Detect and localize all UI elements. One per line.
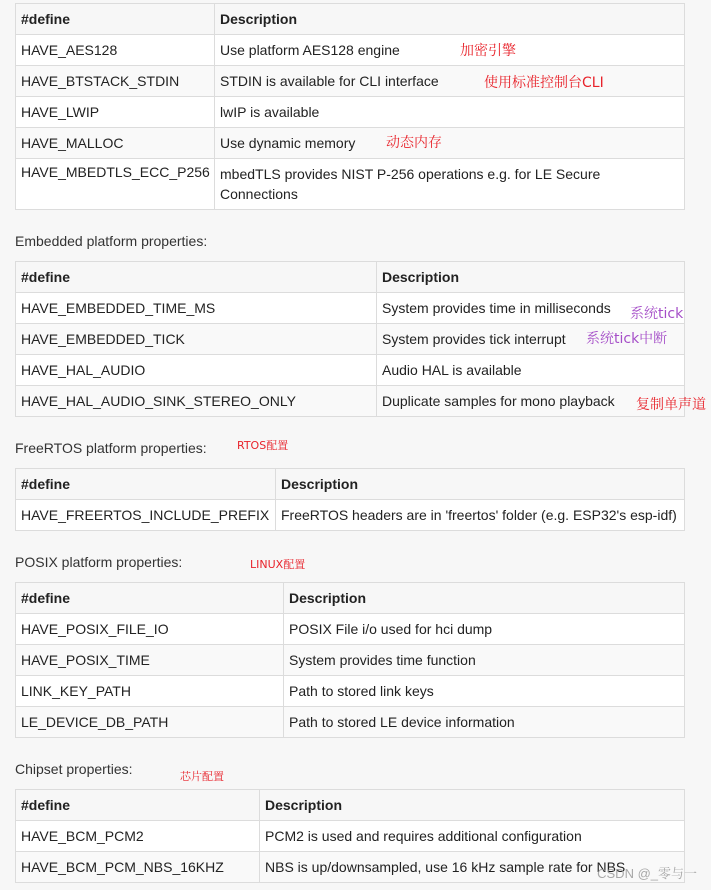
define-cell: HAVE_MALLOC	[16, 128, 215, 159]
description-cell: System provides tick interrupt	[377, 324, 685, 355]
description-cell: System provides time function	[284, 645, 685, 676]
define-cell: HAVE_HAL_AUDIO	[16, 355, 377, 386]
description-cell: FreeRTOS headers are in 'freertos' folder (e.g. ESP32's esp-idf)	[276, 500, 685, 531]
description-header: Description	[215, 4, 685, 35]
description-cell: Use dynamic memory	[215, 128, 685, 159]
annotation-rtos: RTOS配置	[237, 439, 289, 452]
table-row	[16, 35, 685, 66]
description-cell: POSIX File i/o used for hci dump	[284, 614, 685, 645]
annotation-chip: 芯片配置	[180, 770, 224, 783]
table-row	[16, 676, 685, 707]
define-cell: HAVE_LWIP	[16, 97, 215, 128]
annotation-stdin: 使用标准控制台CLI	[484, 75, 604, 91]
table-row	[16, 500, 685, 531]
define-header: #define	[16, 583, 284, 614]
description-cell: NBS is up/downsampled, use 16 kHz sample rate for NBS	[260, 852, 685, 883]
table-row	[16, 293, 685, 324]
freertos-properties-table	[15, 468, 685, 531]
description-header: Description	[260, 790, 685, 821]
section-heading-embedded: Embedded platform properties:	[15, 233, 208, 249]
description-header: Description	[284, 583, 685, 614]
description-header: Description	[276, 469, 685, 500]
table-header-row	[16, 583, 685, 614]
table-header-row	[16, 4, 685, 35]
embedded-properties-table	[15, 261, 685, 417]
annotation-stereo: 复制单声道	[636, 397, 706, 413]
define-cell: HAVE_EMBEDDED_TIME_MS	[16, 293, 377, 324]
define-header: #define	[16, 262, 377, 293]
define-header: #define	[16, 469, 276, 500]
annotation-time-ms: 系统tick	[630, 306, 684, 322]
table-row	[16, 355, 685, 386]
table-header-row	[16, 469, 685, 500]
table-row	[16, 614, 685, 645]
table-header-row	[16, 790, 685, 821]
define-cell: HAVE_EMBEDDED_TICK	[16, 324, 377, 355]
section-heading-posix: POSIX platform properties:	[15, 554, 183, 570]
define-cell: HAVE_BCM_PCM_NBS_16KHZ	[16, 852, 260, 883]
table-row	[16, 821, 685, 852]
define-cell: HAVE_HAL_AUDIO_SINK_STEREO_ONLY	[16, 386, 377, 417]
description-cell: STDIN is available for CLI interface	[215, 66, 685, 97]
table-header-row	[16, 262, 685, 293]
define-cell: HAVE_POSIX_TIME	[16, 645, 284, 676]
define-header: #define	[16, 4, 215, 35]
table-row	[16, 97, 685, 128]
section-heading-freertos: FreeRTOS platform properties:	[15, 440, 207, 456]
define-cell: HAVE_BCM_PCM2	[16, 821, 260, 852]
define-cell: HAVE_BTSTACK_STDIN	[16, 66, 215, 97]
table-row	[16, 324, 685, 355]
description-cell: mbedTLS provides NIST P-256 operations e.g. for LE Secure Connections	[215, 159, 685, 210]
define-cell: LINK_KEY_PATH	[16, 676, 284, 707]
annotation-linux: LINUX配置	[250, 558, 306, 571]
description-cell: System provides time in milliseconds	[377, 293, 685, 324]
table-row	[16, 645, 685, 676]
table-row	[16, 852, 685, 883]
table-row	[16, 707, 685, 738]
define-header: #define	[16, 790, 260, 821]
description-cell: Audio HAL is available	[377, 355, 685, 386]
define-cell: LE_DEVICE_DB_PATH	[16, 707, 284, 738]
section-heading-chipset: Chipset properties:	[15, 761, 133, 777]
annotation-malloc: 动态内存	[386, 135, 442, 151]
chipset-properties-table	[15, 789, 685, 883]
define-cell: HAVE_FREERTOS_INCLUDE_PREFIX	[16, 500, 276, 531]
annotation-tick: 系统tick中断	[586, 331, 668, 347]
description-cell: lwIP is available	[215, 97, 685, 128]
description-cell: Use platform AES128 engine	[215, 35, 685, 66]
csdn-watermark: CSDN @_零与一	[597, 866, 697, 881]
table-row	[16, 159, 685, 210]
define-cell: HAVE_POSIX_FILE_IO	[16, 614, 284, 645]
annotation-aes: 加密引擎	[460, 43, 516, 59]
table-row	[16, 386, 685, 417]
description-cell: PCM2 is used and requires additional configuration	[260, 821, 685, 852]
define-cell: HAVE_MBEDTLS_ECC_P256	[16, 159, 215, 210]
define-cell: HAVE_AES128	[16, 35, 215, 66]
general-properties-table	[15, 3, 685, 210]
description-header: Description	[377, 262, 685, 293]
posix-properties-table	[15, 582, 685, 738]
description-cell: Duplicate samples for mono playback	[377, 386, 685, 417]
description-cell: Path to stored link keys	[284, 676, 685, 707]
description-cell: Path to stored LE device information	[284, 707, 685, 738]
table-row	[16, 128, 685, 159]
